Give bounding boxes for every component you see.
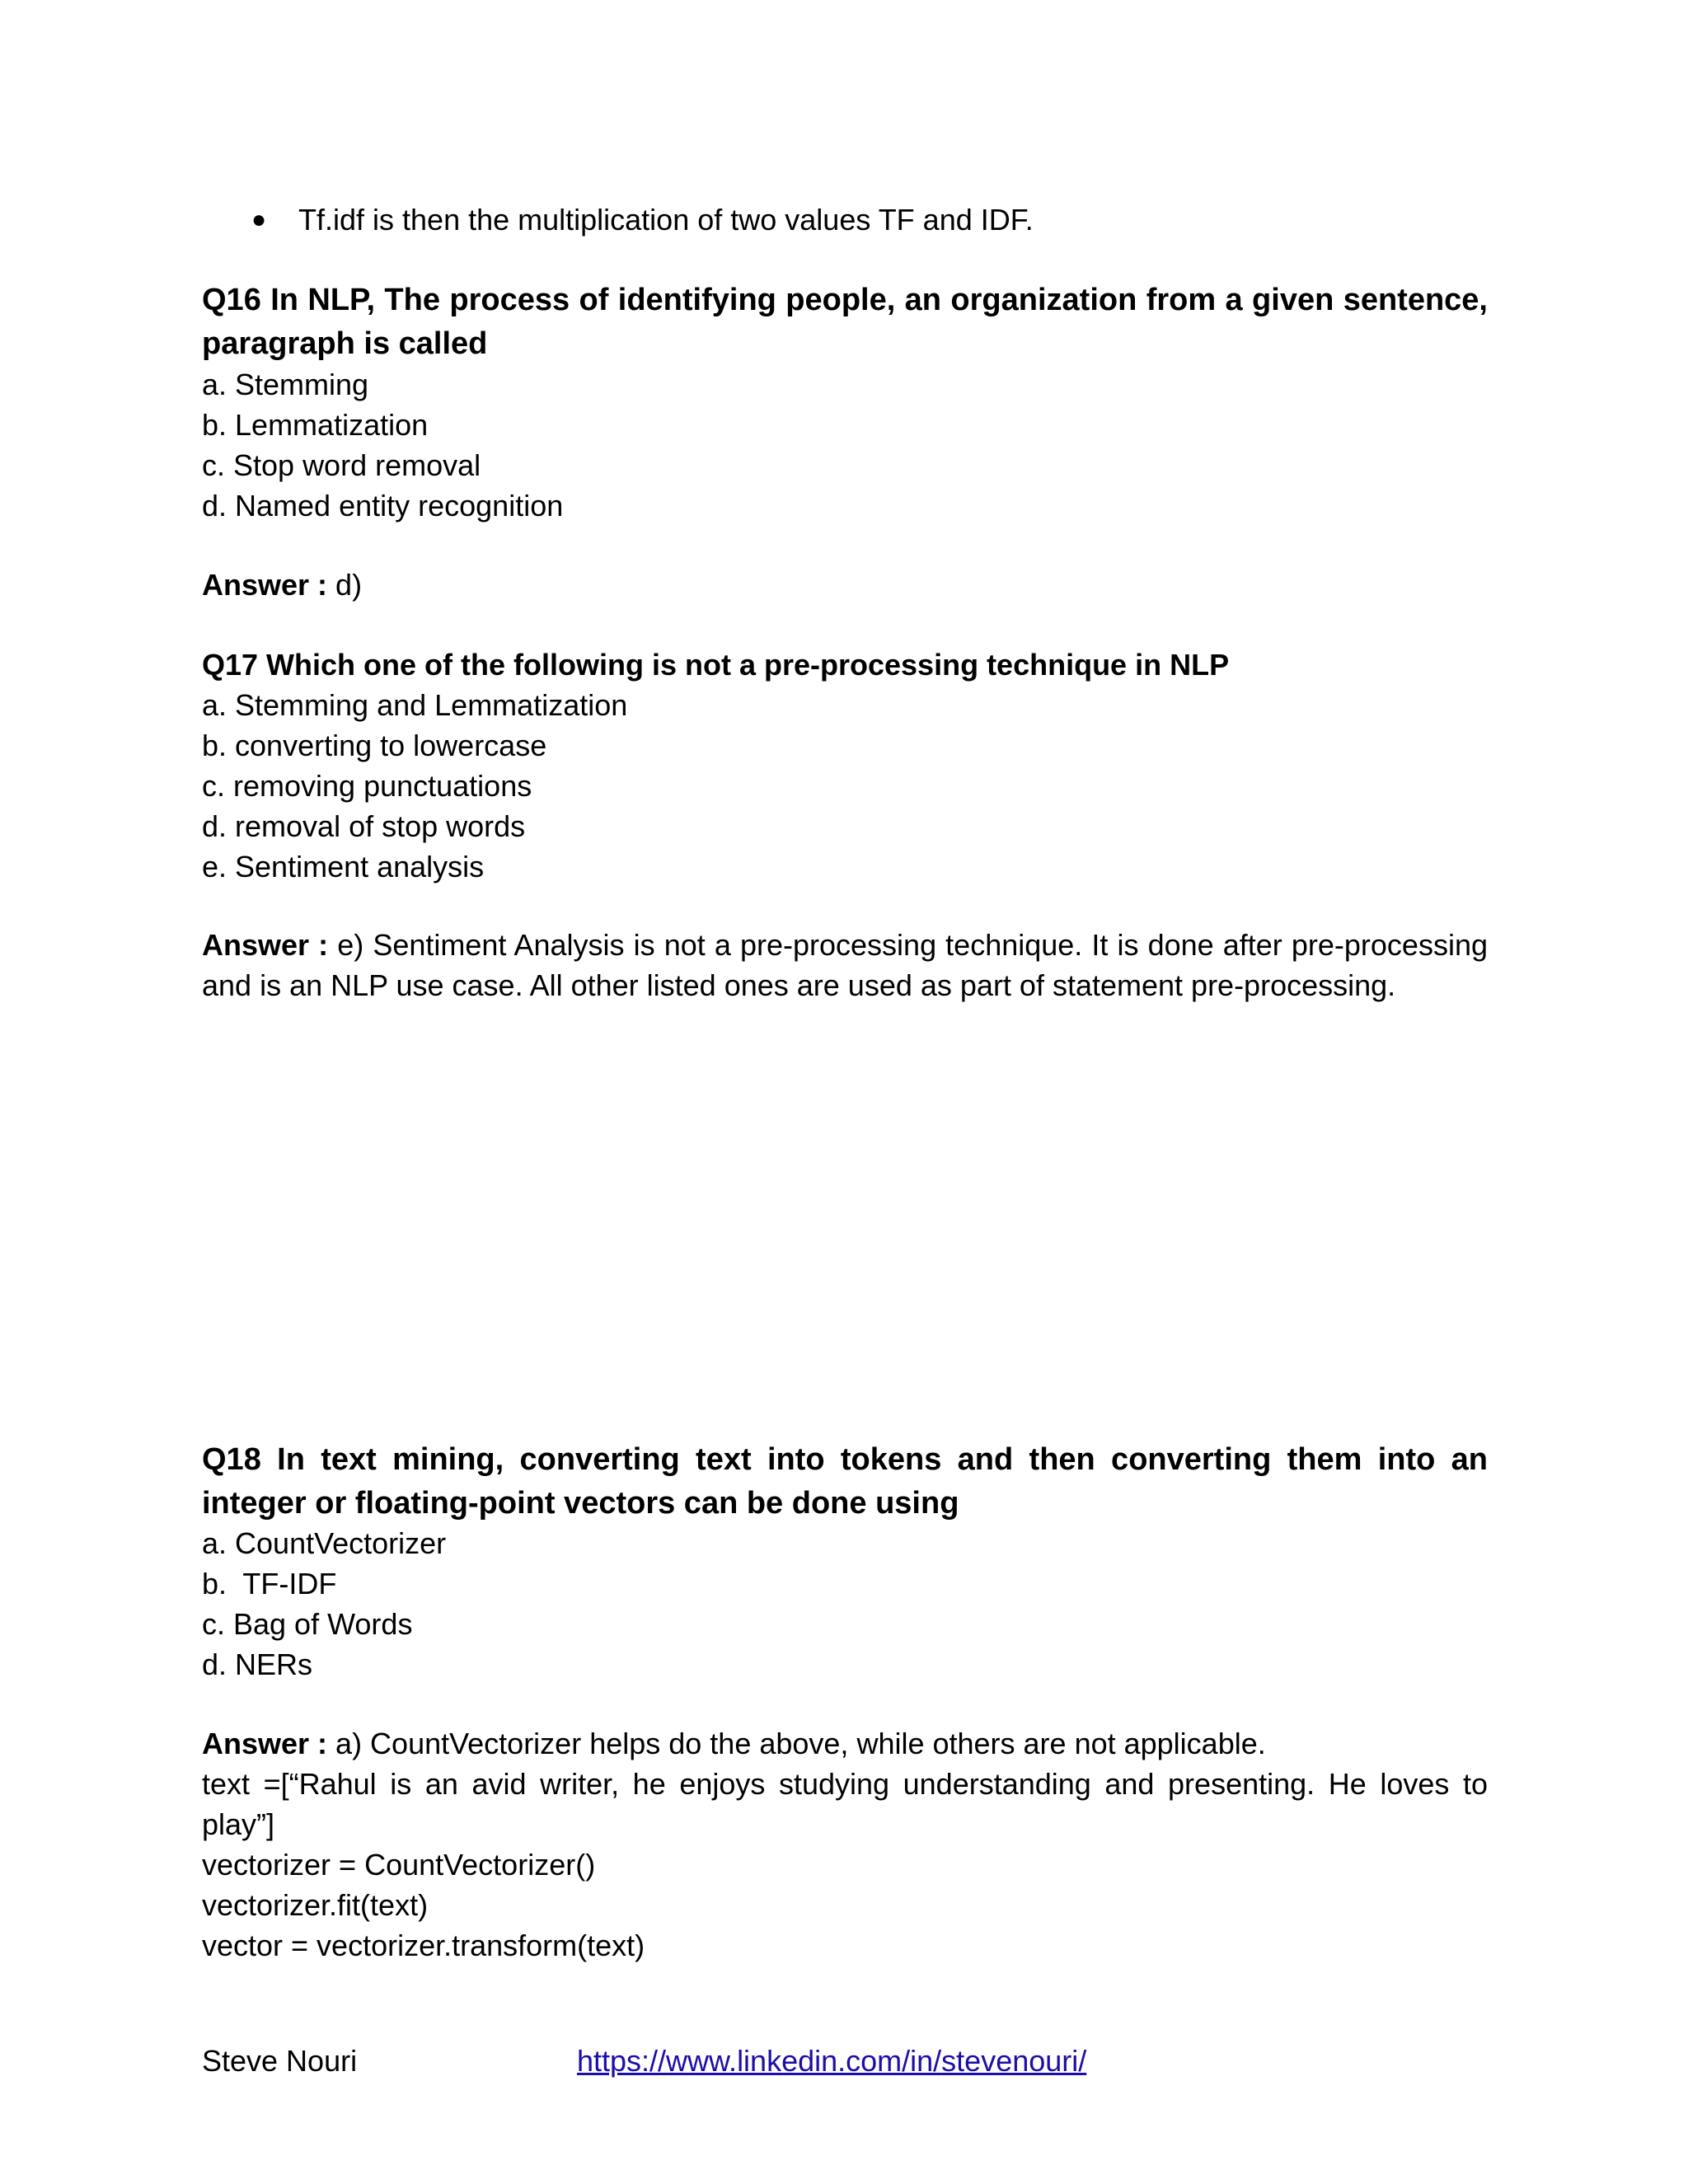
q16-title: Q16 In NLP, The process of identifying people, an organization from a given sentence, paragraph is called	[202, 283, 1488, 361]
footer-author: Steve Nouri	[202, 2044, 358, 2078]
q16-answer-label: Answer :	[202, 568, 328, 602]
q18-option-c: c. Bag of Words	[202, 1607, 413, 1641]
q18-code-line-3: vector = vectorizer.transform(text)	[202, 1929, 645, 1962]
bullet-text: Tf.idf is then the multiplication of two values TF and IDF.	[298, 203, 1034, 237]
q17-option-a: a. Stemming and Lemmatization	[202, 688, 628, 722]
q16-answer-text: d)	[327, 568, 363, 602]
q17-answer-text: e) Sentiment Analysis is not a pre-processing technique. It is done after pre-processing and is an NLP use case. All other listed ones are used as part of statement pre-processing.	[202, 928, 1488, 1002]
q18-code-line-2: vectorizer.fit(text)	[202, 1888, 429, 1922]
q18-option-d: d. NERs	[202, 1647, 313, 1681]
q17-option-c: c. removing punctuations	[202, 769, 532, 803]
footer-linkedin-link[interactable]: https://www.linkedin.com/in/stevenouri/	[577, 2044, 1087, 2078]
q18-answer-label: Answer :	[202, 1727, 328, 1760]
q18-title: Q18 In text mining, converting text into tokens and then converting them into an integer or floating-point vectors can be done using	[202, 1442, 1488, 1521]
q18-option-b: b. TF-IDF	[202, 1567, 337, 1601]
bullet-symbol: ●	[251, 206, 267, 233]
q16-option-b: b. Lemmatization	[202, 408, 429, 442]
q18-code-line-1: vectorizer = CountVectorizer()	[202, 1848, 596, 1882]
q17-title: Q17 Which one of the following is not a pre-processing technique in NLP	[202, 648, 1230, 682]
q18-code-text-line: text =[“Rahul is an avid writer, he enjoys studying understanding and presenting. He loves to play”]	[202, 1767, 1488, 1841]
q17-option-b: b. converting to lowercase	[202, 729, 547, 762]
q16-answer	[202, 565, 1488, 605]
q17-answer	[202, 925, 1488, 1005]
q17-option-e: e. Sentiment analysis	[202, 850, 485, 883]
q18-answer	[202, 1723, 1488, 1764]
q18-answer-text: a) CountVectorizer helps do the above, while others are not applicable.	[327, 1727, 1266, 1760]
q16-option-a: a. Stemming	[202, 368, 369, 401]
q18-option-a: a. CountVectorizer	[202, 1526, 447, 1560]
q16-option-d: d. Named entity recognition	[202, 489, 564, 523]
q16-option-c: c. Stop word removal	[202, 448, 481, 482]
q17-answer-label: Answer :	[202, 928, 329, 962]
q17-option-d: d. removal of stop words	[202, 809, 526, 843]
